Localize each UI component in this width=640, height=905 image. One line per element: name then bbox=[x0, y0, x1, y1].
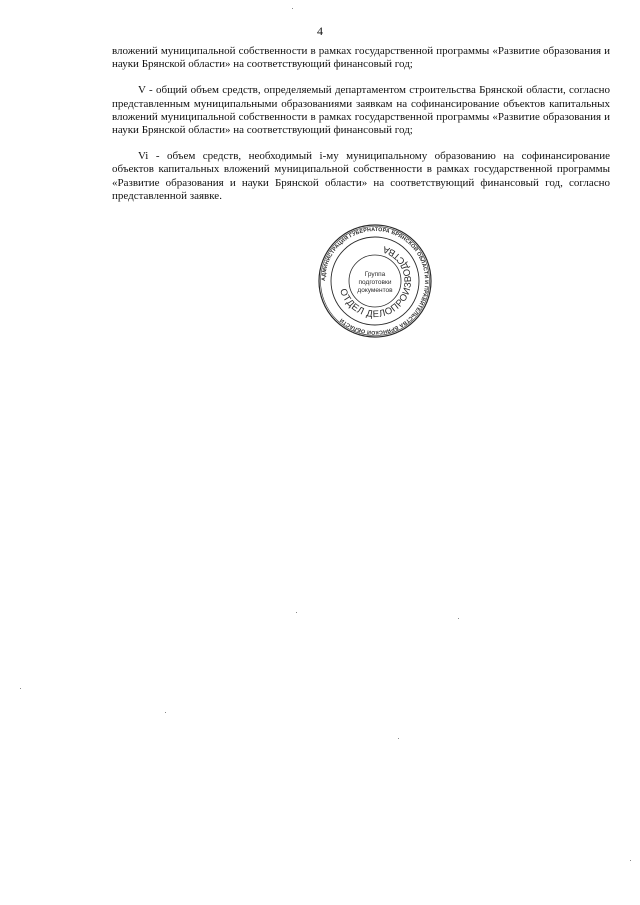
stamp-center-line-2: подготовки bbox=[358, 279, 392, 286]
stamp-center-line-3: документов bbox=[357, 287, 393, 294]
page-number: 4 bbox=[317, 24, 323, 38]
scan-speck bbox=[20, 688, 21, 689]
stamp-seal bbox=[318, 224, 432, 338]
scan-speck bbox=[630, 860, 631, 861]
scan-speck bbox=[458, 618, 459, 619]
paragraph-v-definition: V - общий объем средств, определяемый департаментом строительства Брянской области, согласно представленным муниципальными образованиями заявкам на софинансирование объектов капитальных вложений муниципальной собственности в рамках государственной программы «Развитие образования и науки Брянской области» на соответствующий финансовый год; bbox=[112, 84, 610, 137]
scan-speck bbox=[165, 712, 166, 713]
stamp-outer-text: АДМИНИСТРАЦИЯ ГУБЕРНАТОРА БРЯНСКОЙ ОБЛАСТИ И ПРАВИТЕЛЬСТВА БРЯНСКОЙ ОБЛАСТИ bbox=[320, 226, 430, 336]
paragraph-vi-definition: Vi - объем средств, необходимый i-му муниципальному образованию на софинансирование объектов капитальных вложений муниципальной собственности в рамках государственной программы «Развитие образования и науки Брянской области» на соответствующий финансовый год, согласно представленной заявке. bbox=[112, 150, 610, 202]
official-stamp bbox=[318, 224, 432, 338]
stamp-ring-text: ОТДЕЛ ДЕЛОПРОИЗВОДСТВА bbox=[337, 243, 415, 321]
stamp-center-line-1: Группа bbox=[364, 271, 386, 278]
document-body bbox=[112, 45, 610, 216]
scan-speck bbox=[296, 612, 297, 613]
paragraph-continuation: вложений муниципальной собственности в рамках государственной программы «Развитие образования и науки Брянской области» на соответствующий финансовый год; bbox=[112, 45, 610, 71]
scan-speck bbox=[292, 8, 293, 9]
scan-speck bbox=[398, 738, 399, 739]
